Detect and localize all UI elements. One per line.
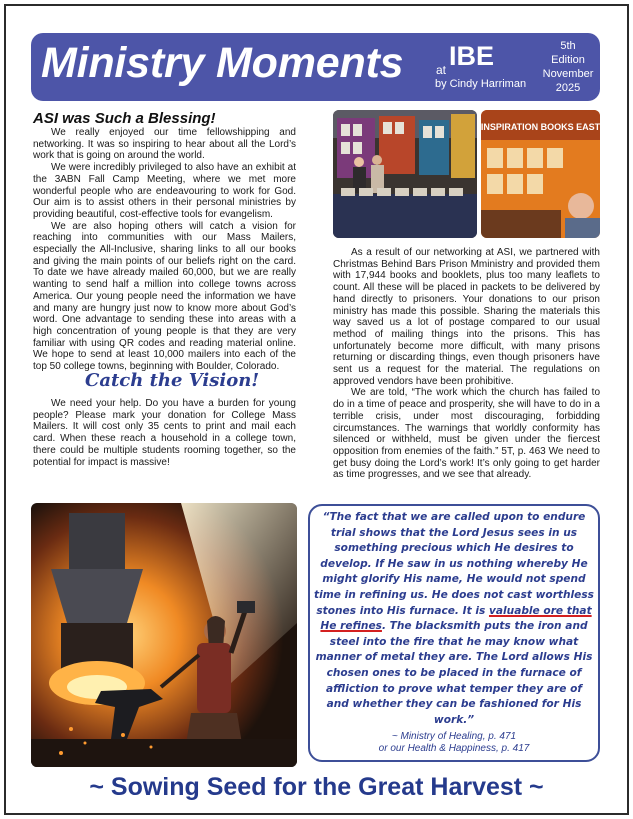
newsletter-title: Ministry Moments [41, 39, 404, 87]
banner-byline: by Cindy Harriman [435, 78, 527, 90]
citation-line-1: ~ Ministry of Healing, p. 471 [391, 731, 517, 742]
asi-paragraph: We really enjoyed our time fellowshipping and networking. It was so inspiring to hear about all the Lord’s work that is going on around the world. [33, 127, 296, 162]
quote-text-after: . The blacksmith puts the iron and steel into the fire that he may know what manner of metal they are. The Lord allows His chosen ones to be placed in the furnace of affliction to prove what temper they are of and whether they can be fashioned for His work.” [315, 620, 593, 726]
prison-ministry-paragraph: As a result of our networking at ASI, we partnered with Christmas Behind Bars Prison Mministry and provided them with 17,944 books and booklets, plus too many leaflets to count. All these will be placed in packets to be delivered by hand directly to prisoners. Your donations to our prison ministry has made this possible. Sharing the materials this way saved us a lot of postage compared to our usual method of mailing things into the prisons. This has unfortunately become more difficult, with many prisons returning or discarding things, even though prisoners have sent us a request for the material. The regulations on approved vendors have been prohibitive. [333, 247, 600, 387]
quote-citation [314, 731, 594, 754]
catch-vision-paragraph: We need your help. Do you have a burden for young people? Please mark your donation for College Mass Mailers. It will cost only 35 cents to print and mail each card. When these reach a household in a college town, there could be multiple students rooming together, so the potential for impact is massive! [33, 398, 296, 468]
edition-month: November [542, 68, 594, 80]
asi-article [33, 127, 296, 373]
prison-ministry-article [333, 247, 600, 481]
catch-vision-article [33, 398, 296, 468]
ministry-of-healing-quote [314, 510, 594, 728]
asi-paragraph: We are also hoping others will catch a vision for reaching into communities with our Mass Mailers, especially the All-Inclusive, sharing links to all our books and giving the main points of our beliefs right on the card. To date we have already mailed 60,000, but we are really wanting to send half a million into college towns across America. Our young people need the information we have and many are hungry just now to know more about God’s word. One advantage to sending these into areas with a high concentration of young people is that they are very familiar with using QR codes and reading material online. We hope to send at least 10,000 mailers into each of the top 50 college towns, beginning with Boulder, Colorado. [33, 220, 296, 373]
banner-org: IBE [449, 41, 495, 71]
catch-vision-heading: Catch the Vision! [85, 370, 260, 391]
citation-line-2: or our Health & Happiness, p. 417 [378, 742, 530, 754]
exhibit-booth-photo [333, 110, 477, 238]
prison-ministry-paragraph: We are told, “The work which the church has failed to do in a time of peace and prosperity, she will have to do in a terrible crisis, under most discouraging, forbidding circumstances. The warnings that worldly conformity has silenced or withheld, must be given under the fiercest opposition from enemies of the faith.” 5T, p. 463 We need to get busy doing the Lord’s work! It’s only going to get harder as time progresses, and we see that already. [333, 387, 600, 481]
quote-text-underlined: valuable ore that He refines [320, 604, 592, 633]
banner-at: at [436, 63, 447, 77]
edition-info [539, 39, 597, 95]
quote-text-before: “The fact that we are called upon to endure trial shows that the Lord Jesus sees in us something precious which He desires to develop. If He saw in us nothing whereby He might glorify His name, He would not spend time in refining us. He does not cast worthless stones into His furnace. It is [314, 511, 594, 617]
asi-paragraph: We were incredibly privileged to also have an exhibit at the 3ABN Fall Camp Meeting, where we met more wonderful people who are endeavouring to work for God. Our aim is to assist others in their personal ministries by providing beautiful, cost-effective tools for evangelism. [33, 162, 296, 220]
newsletter-banner [31, 33, 600, 101]
blacksmith-illustration [31, 503, 297, 767]
edition-year: 2025 [555, 82, 581, 94]
inspiration-books-booth-photo [481, 110, 600, 238]
footer-tagline: ~ Sowing Seed for the Great Harvest ~ [89, 773, 544, 801]
asi-heading: ASI was Such a Blessing! [33, 110, 216, 127]
edition-number: 5th [560, 40, 576, 52]
booth-banner-text: INSPIRATION BOOKS EAST [481, 122, 600, 132]
edition-label: Edition [551, 54, 585, 66]
